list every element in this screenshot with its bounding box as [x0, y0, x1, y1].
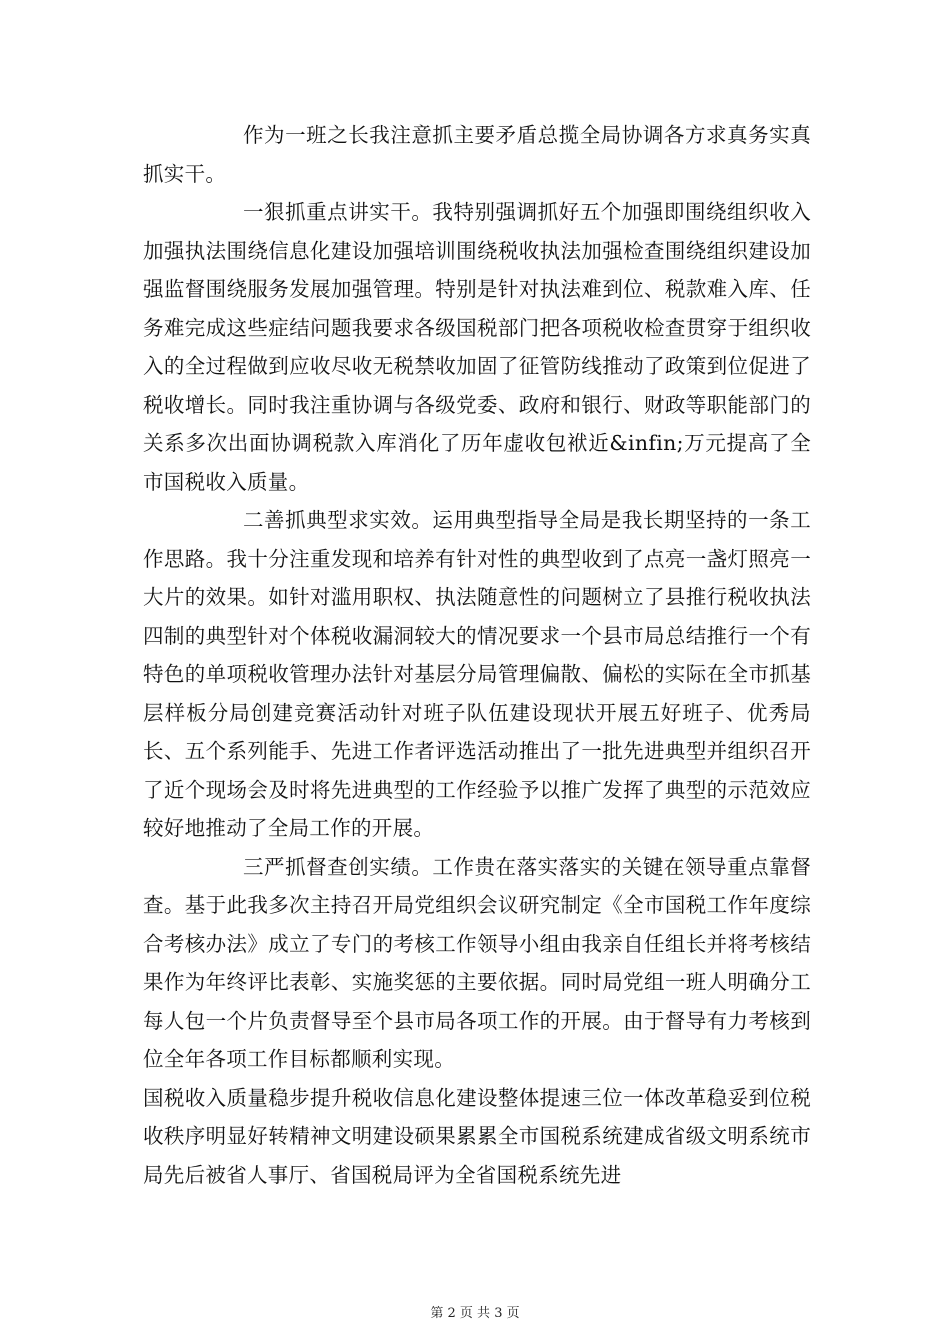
document-body [143, 116, 811, 1194]
paragraph-intro: 作为一班之长我注意抓主要矛盾总揽全局协调各方求真务实真抓实干。 [143, 123, 811, 186]
paragraph-results: 国税收入质量稳步提升税收信息化建设整体提速三位一体改革稳妥到位税收秩序明显好转精神文明建设硕果累累全市国税系统建成省级文明系统市局先后被省人事厅、省国税局评为全省国税系统先进 [143, 1085, 811, 1187]
paragraph-typical-models: 二善抓典型求实效。运用典型指导全局是我长期坚持的一条工作思路。我十分注重发现和培养有针对性的典型收到了点亮一盏灯照亮一大片的效果。如针对滥用职权、执法随意性的问题树立了县推行税收执法四制的典型针对个体税收漏洞较大的情况要求一个县市局总结推行一个有特色的单项税收管理办法针对基层分局管理偏散、偏松的实际在全市抓基层样板分局创建竞赛活动针对班子队伍建设现状开展五好班子、优秀局长、五个系列能手、先进工作者评选活动推出了一批先进典型并组织召开了近个现场会及时将先进典型的工作经验予以推广发挥了典型的示范效应较好地推动了全局工作的开展。 [143, 508, 811, 840]
page-footer: 第 2 页 共 3 页 [430, 1306, 520, 1321]
paragraph-supervision: 三严抓督查创实绩。工作贵在落实落实的关键在领导重点靠督查。基于此我多次主持召开局党组织会议研究制定《全市国税工作年度综合考核办法》成立了专门的考核工作领导小组由我亲自任组长并将考核结果作为年终评比表彰、实施奖惩的主要依据。同时局党组一班人明确分工每人包一个片负责督导至个县市局各项工作的开展。由于督导有力考核到位全年各项工作目标都顺利实现。 [143, 854, 811, 1071]
paragraph-key-points: 一狠抓重点讲实干。我特别强调抓好五个加强即围绕组织收入加强执法围绕信息化建设加强培训围绕税收执法加强检查围绕组织建设加强监督围绕服务发展加强管理。特别是针对执法难到位、税款难入库、任务难完成这些症结问题我要求各级国税部门把各项税收检查贯穿于组织收入的全过程做到应收尽收无税禁收加固了征管防线推动了政策到位促进了税收增长。同时我注重协调与各级党委、政府和银行、财政等职能部门的关系多次出面协调税款入库消化了历年虚收包袱近&infin;万元提高了全市国税收入质量。 [143, 200, 811, 494]
